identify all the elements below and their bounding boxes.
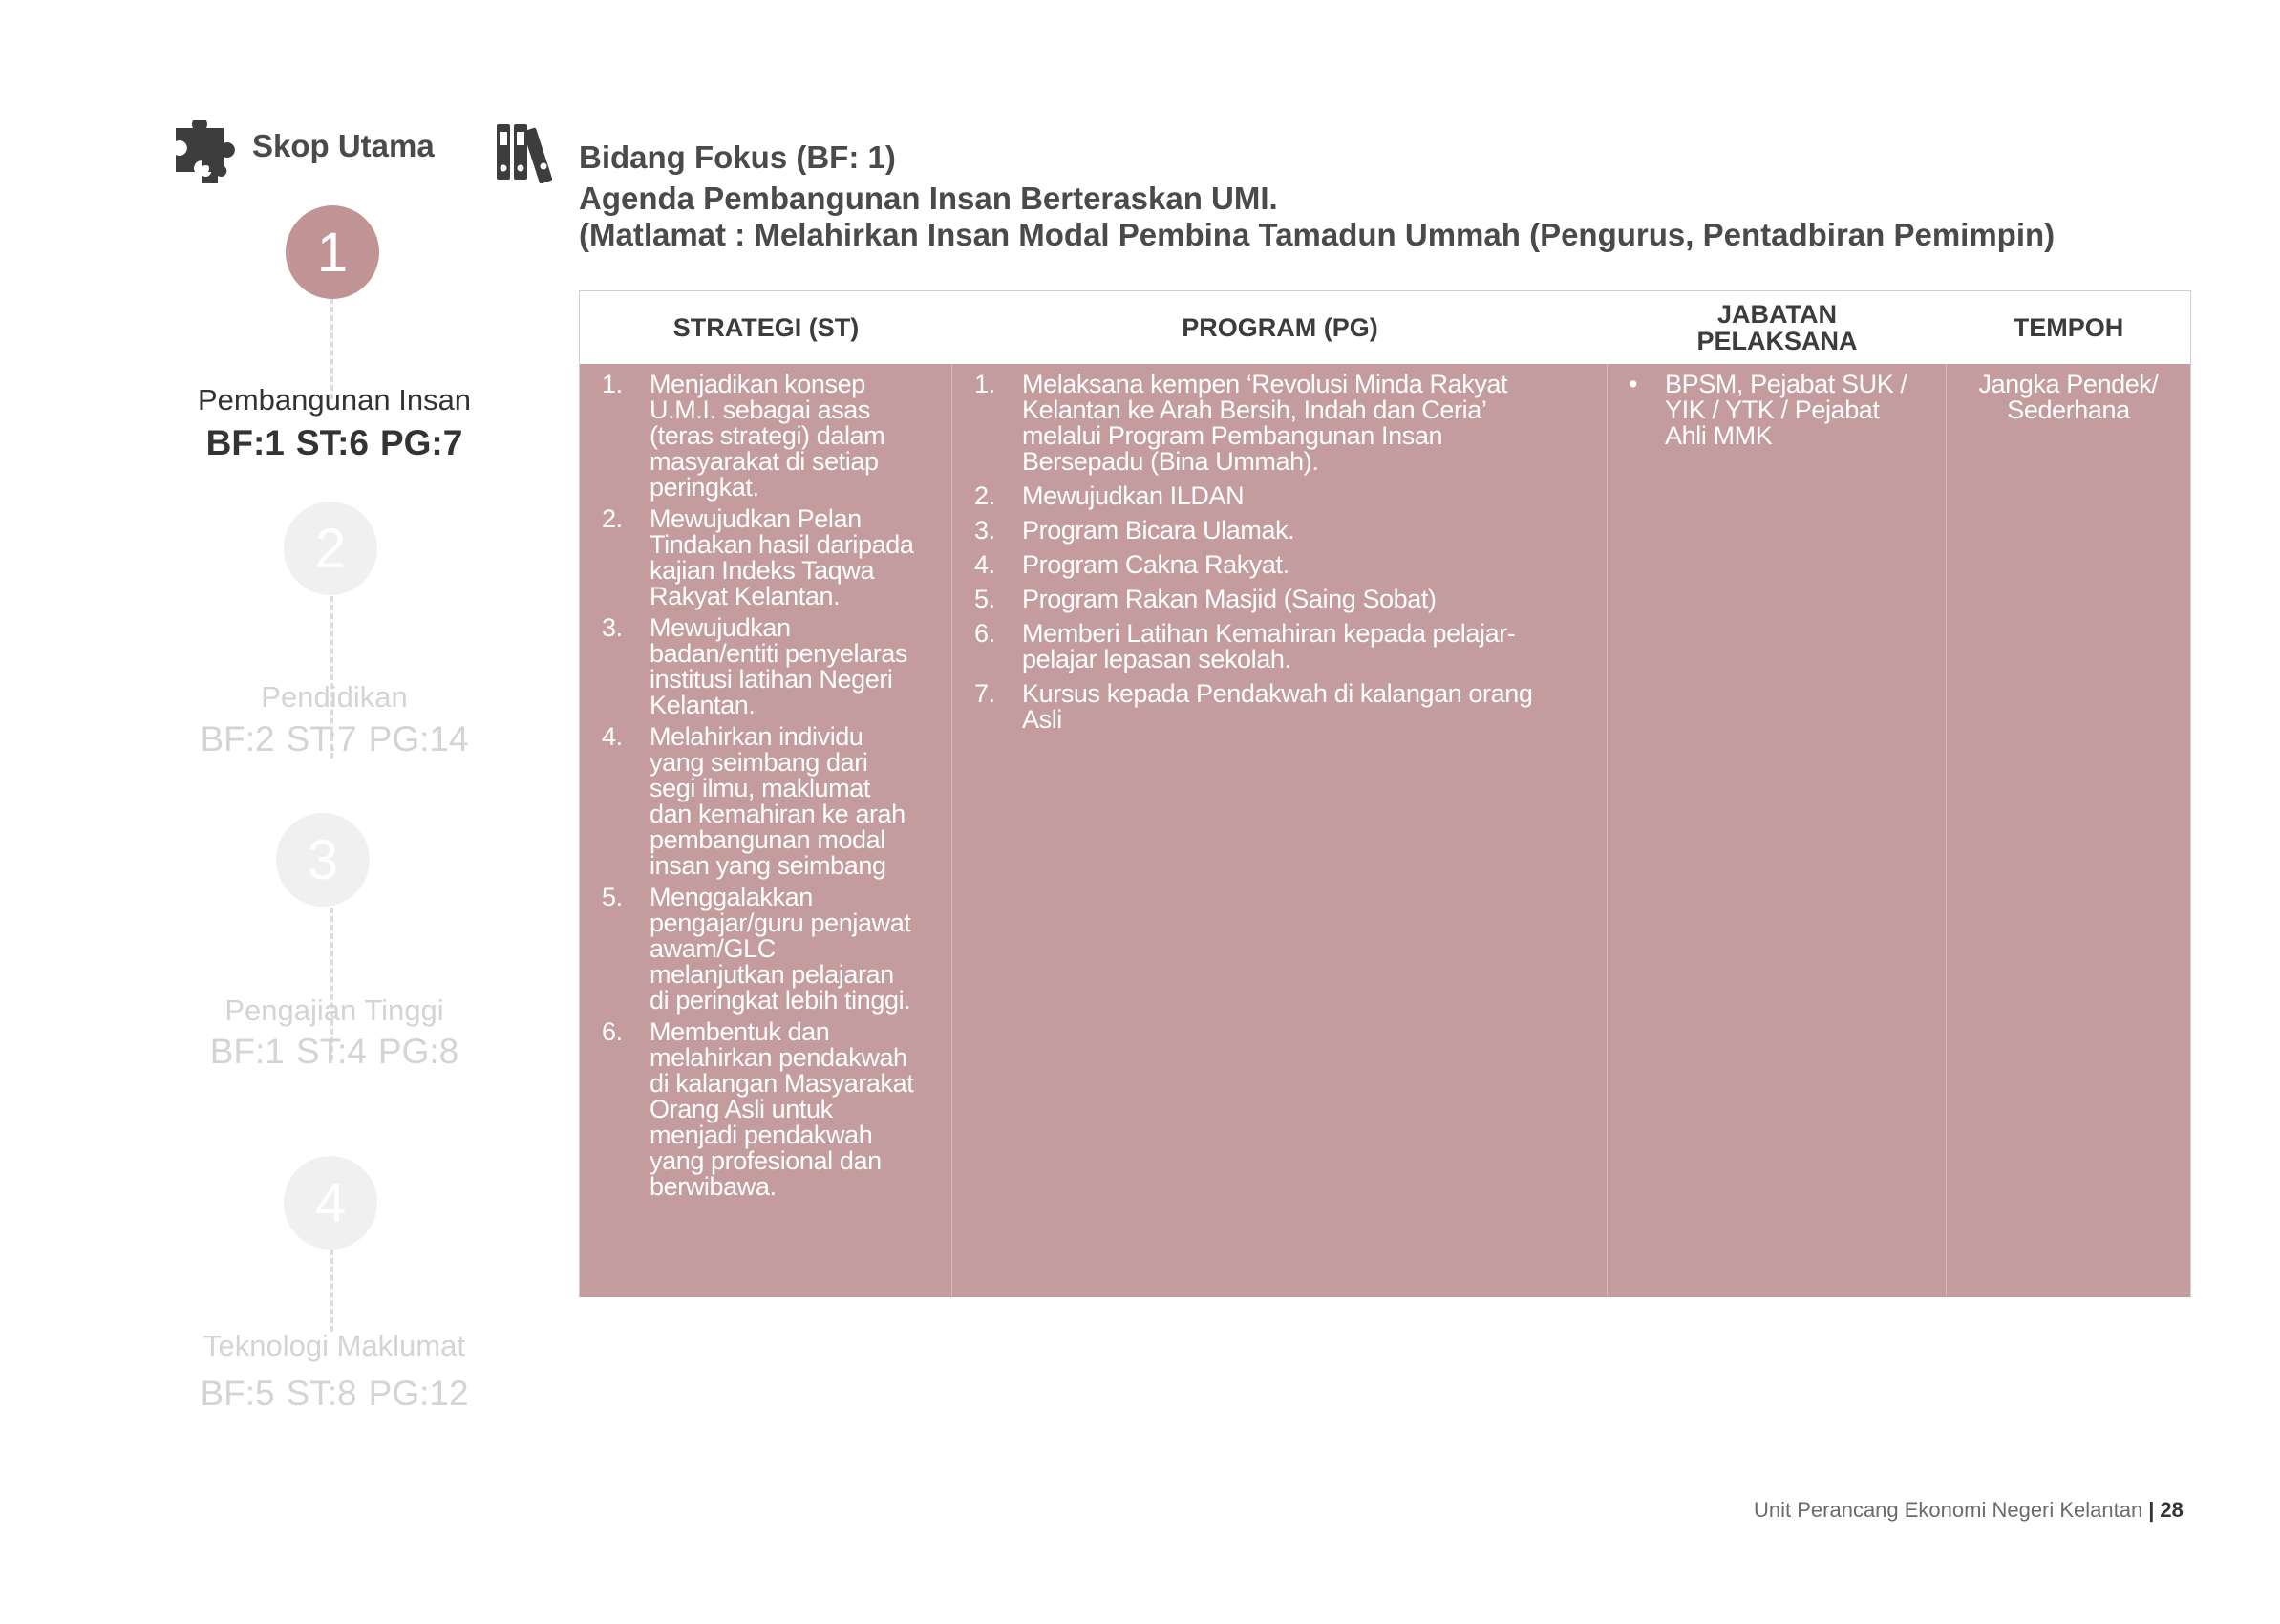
footer-unit: Unit Perancang Ekonomi Negeri Kelantan xyxy=(1754,1498,2143,1522)
step-3-stats xyxy=(143,1032,525,1072)
list-item-line: Program Rakan Masjid (Saing Sobat) xyxy=(1022,585,1437,613)
list-item-line: institusi latihan Negeri xyxy=(650,665,893,694)
list-item-line: (teras strategi) dalam xyxy=(650,421,885,450)
list-item xyxy=(952,372,1607,475)
list-item-line: Tindakan hasil daripada xyxy=(650,530,914,559)
list-item xyxy=(580,506,951,609)
list-item-number: 1. xyxy=(602,370,623,398)
list-item-line: insan yang seimbang xyxy=(650,851,886,880)
list-item-line: Melahirkan individu xyxy=(650,722,863,751)
agenda-title: Agenda Pembangunan Insan Berteraskan UMI. xyxy=(579,181,1278,216)
list-item-line: awam/GLC xyxy=(650,934,776,963)
program-cell xyxy=(952,364,1608,1297)
list-item-line: badan/entiti penyelaras xyxy=(650,639,908,668)
list-item-line: Orang Asli untuk xyxy=(650,1095,833,1123)
program-list xyxy=(952,372,1607,733)
bullet: • xyxy=(1629,370,1638,398)
header-tempoh: TEMPOH xyxy=(2013,313,2124,342)
list-item-number: 5. xyxy=(974,585,995,613)
puzzle-icon xyxy=(172,120,237,185)
page-number: 28 xyxy=(2160,1498,2184,1522)
jabatan-line: BPSM, Pejabat SUK / xyxy=(1665,370,1907,398)
list-item-line: melalui Program Pembangunan Insan xyxy=(1022,421,1443,450)
step-1-stats xyxy=(143,423,525,463)
header-strategi: STRATEGI (ST) xyxy=(672,313,860,342)
list-item xyxy=(952,552,1607,578)
step-4-st: ST:8 xyxy=(286,1374,357,1413)
list-item-number: 4. xyxy=(602,722,623,751)
list-item-number: 6. xyxy=(974,619,995,648)
step-4-stats xyxy=(143,1374,525,1414)
list-item-line: berwibawa. xyxy=(650,1172,777,1201)
list-item xyxy=(580,724,951,879)
list-item-line: pembangunan modal xyxy=(650,825,885,854)
list-item-line: Mewujudkan Pelan xyxy=(650,504,862,533)
list-item xyxy=(952,483,1607,509)
jabatan-item xyxy=(1608,372,1946,449)
step-2-name: Pendidikan xyxy=(261,680,408,714)
header-program: PROGRAM (PG) xyxy=(1182,313,1378,342)
table-header-row xyxy=(580,291,2190,365)
list-item-line: masyarakat di setiap xyxy=(650,447,879,476)
list-item-number: 3. xyxy=(602,613,623,642)
timeline-connector xyxy=(330,1250,333,1332)
list-item-number: 1. xyxy=(974,370,995,398)
step-1-circle[interactable]: 1 xyxy=(286,205,379,299)
footer-separator: | xyxy=(2148,1498,2155,1522)
list-item-line: di kalangan Masyarakat xyxy=(650,1069,914,1098)
list-item xyxy=(580,1019,951,1200)
list-item xyxy=(580,885,951,1014)
list-item-line: Mewujudkan ILDAN xyxy=(1022,481,1245,510)
step-1-name: Pembangunan Insan xyxy=(197,383,472,417)
step-2-pg: PG:14 xyxy=(368,719,469,759)
header-jabatan-line1: JABATAN xyxy=(1716,300,1837,329)
list-item-number: 2. xyxy=(602,504,623,533)
list-item-line: Asli xyxy=(1022,705,1062,734)
list-item-line: dan kemahiran ke arah xyxy=(650,800,906,828)
strategy-table xyxy=(579,290,2191,1297)
list-item xyxy=(580,372,951,501)
tempoh-line: Sederhana xyxy=(2007,395,2130,424)
sidebar-title: Skop Utama xyxy=(252,128,435,163)
list-item-line: melahirkan pendakwah xyxy=(650,1043,907,1072)
list-item xyxy=(952,587,1607,612)
list-item-line: Kelantan ke Arah Bersih, Indah dan Ceria’ xyxy=(1022,395,1487,424)
list-item-line: Bersepadu (Bina Ummah). xyxy=(1022,447,1319,476)
list-item-line: kajian Indeks Taqwa xyxy=(650,556,875,585)
step-2-bf: BF:2 xyxy=(200,719,275,759)
tempoh-line: Jangka Pendek/ xyxy=(1978,370,2159,398)
list-item-line: segi ilmu, maklumat xyxy=(650,774,870,802)
header-jabatan xyxy=(1608,291,1947,364)
list-item-line: Membentuk dan xyxy=(650,1017,830,1046)
list-item-number: 6. xyxy=(602,1017,623,1046)
list-item-line: melanjutkan pelajaran xyxy=(650,960,894,989)
list-item xyxy=(580,615,951,718)
step-4-circle[interactable]: 4 xyxy=(284,1156,377,1250)
table-body-row xyxy=(580,364,2190,1297)
jabatan-cell xyxy=(1608,364,1947,1297)
step-2-circle[interactable]: 2 xyxy=(284,502,377,595)
list-item-line: pengajar/guru penjawat xyxy=(650,908,911,937)
tempoh-text xyxy=(1947,372,2190,423)
step-3-circle[interactable]: 3 xyxy=(276,813,370,907)
step-4-pg: PG:12 xyxy=(368,1374,469,1413)
step-3-pg: PG:8 xyxy=(377,1032,459,1071)
list-item xyxy=(952,621,1607,673)
tempoh-cell xyxy=(1947,364,2190,1297)
step-3-name: Pengajian Tinggi xyxy=(224,994,444,1027)
list-item-line: Menjadikan konsep xyxy=(650,370,865,398)
step-4-name: Teknologi Maklumat xyxy=(203,1329,465,1362)
list-item-line: Program Cakna Rakyat. xyxy=(1022,550,1289,579)
step-2-stats xyxy=(143,719,525,759)
step-2-st: ST:7 xyxy=(286,719,357,759)
list-item-line: Melaksana kempen ‘Revolusi Minda Rakyat xyxy=(1022,370,1508,398)
list-item-line: Mewujudkan xyxy=(650,613,791,642)
list-item-line: Memberi Latihan Kemahiran kepada pelajar- xyxy=(1022,619,1516,648)
jabatan-line: Ahli MMK xyxy=(1665,421,1773,450)
list-item-line: Kursus kepada Pendakwah di kalangan orang xyxy=(1022,679,1533,708)
goal-statement: (Matlamat : Melahirkan Insan Modal Pembina Tamadun Ummah (Pengurus, Pentadbiran Pemimpin) xyxy=(579,217,2056,252)
list-item-line: yang seimbang dari xyxy=(650,748,868,777)
list-item-line: Program Bicara Ulamak. xyxy=(1022,516,1295,545)
step-4-bf: BF:5 xyxy=(200,1374,275,1413)
jabatan-list xyxy=(1608,372,1946,449)
strategi-cell xyxy=(580,364,952,1297)
list-item xyxy=(952,681,1607,733)
jabatan-line: YIK / YTK / Pejabat xyxy=(1665,395,1880,424)
list-item xyxy=(952,518,1607,544)
list-item-line: di peringkat lebih tinggi. xyxy=(650,986,911,1015)
step-3-st: ST:4 xyxy=(295,1032,367,1071)
list-item-line: pelajar lepasan sekolah. xyxy=(1022,645,1291,673)
binders-icon xyxy=(495,122,562,183)
bidang-fokus-title: Bidang Fokus (BF: 1) xyxy=(579,139,896,175)
header-jabatan-line2: PELAKSANA xyxy=(1696,327,1858,355)
step-3-bf: BF:1 xyxy=(209,1032,285,1071)
strategi-list xyxy=(580,372,951,1200)
list-item-line: yang profesional dan xyxy=(650,1146,882,1175)
step-1-bf: BF:1 xyxy=(205,423,285,462)
footer xyxy=(1754,1498,2184,1523)
list-item-number: 7. xyxy=(974,679,995,708)
list-item-line: Menggalakkan xyxy=(650,883,813,911)
list-item-line: Rakyat Kelantan. xyxy=(650,582,841,610)
list-item-line: Kelantan. xyxy=(650,691,756,719)
list-item-line: U.M.I. sebagai asas xyxy=(650,395,871,424)
step-1-pg: PG:7 xyxy=(379,423,463,462)
list-item-line: peringkat. xyxy=(650,473,759,502)
list-item-number: 2. xyxy=(974,481,995,510)
list-item-line: menjadi pendakwah xyxy=(650,1121,873,1149)
list-item-number: 5. xyxy=(602,883,623,911)
list-item-number: 3. xyxy=(974,516,995,545)
step-1-st: ST:6 xyxy=(295,423,369,462)
list-item-number: 4. xyxy=(974,550,995,579)
